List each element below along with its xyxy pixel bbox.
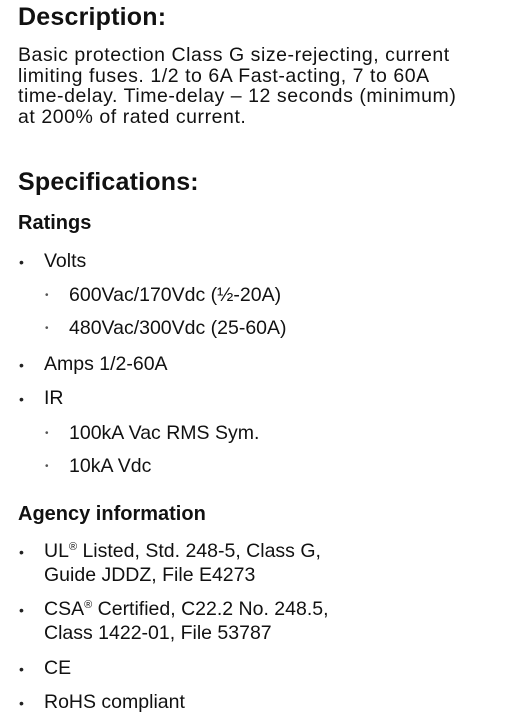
bullet-icon: • (19, 602, 24, 618)
ir-item: IR (44, 387, 64, 409)
ratings-heading: Ratings (18, 212, 92, 234)
sub-bullet-icon: • (45, 461, 49, 472)
volts-label: Volts (44, 250, 87, 272)
bullet-icon: • (19, 254, 24, 270)
sub-bullet-icon: • (45, 323, 49, 334)
description-heading: Description: (18, 3, 167, 31)
bullet-icon: • (19, 695, 24, 711)
description-line: time-delay. Time-delay – 12 seconds (minimum) (18, 85, 457, 107)
amps-item: Amps 1/2-60A (44, 353, 168, 375)
registered-mark: ® (84, 599, 93, 611)
sub-bullet-icon: • (45, 428, 49, 439)
description-paragraph (18, 45, 518, 127)
bullet-icon: • (19, 391, 24, 407)
bullet-icon: • (19, 544, 24, 560)
description-line: limiting fuses. 1/2 to 6A Fast-acting, 7 to 60A (18, 64, 430, 87)
agency-heading: Agency information (18, 503, 206, 525)
description-line: Basic protection Class G size-rejecting, current (18, 44, 450, 66)
rohs-item: RoHS compliant (44, 691, 185, 713)
bullet-icon: • (19, 357, 24, 373)
volts-item (44, 249, 86, 273)
sub-bullet-icon: • (45, 290, 49, 301)
ir-subitem: 10kA Vdc (69, 455, 152, 477)
ce-item: CE (44, 657, 72, 679)
volts-subitem: 600Vac/170Vdc (½-20A) (69, 284, 282, 306)
bullet-icon: • (19, 661, 24, 677)
ir-subitem: 100kA Vac RMS Sym. (69, 422, 260, 444)
registered-mark: ® (68, 541, 78, 553)
ul-listing-item: UL® Listed, Std. 248-5, Class G, Guide JDDZ, File E4273 (44, 540, 321, 586)
specifications-heading: Specifications: (18, 168, 199, 196)
csa-listing-item: CSA® Certified, C22.2 No. 248.5, Class 1422-01, File 53787 (44, 598, 329, 644)
description-line: at 200% of rated current. (18, 105, 247, 128)
volts-subitem: 480Vac/300Vdc (25-60A) (69, 317, 287, 339)
